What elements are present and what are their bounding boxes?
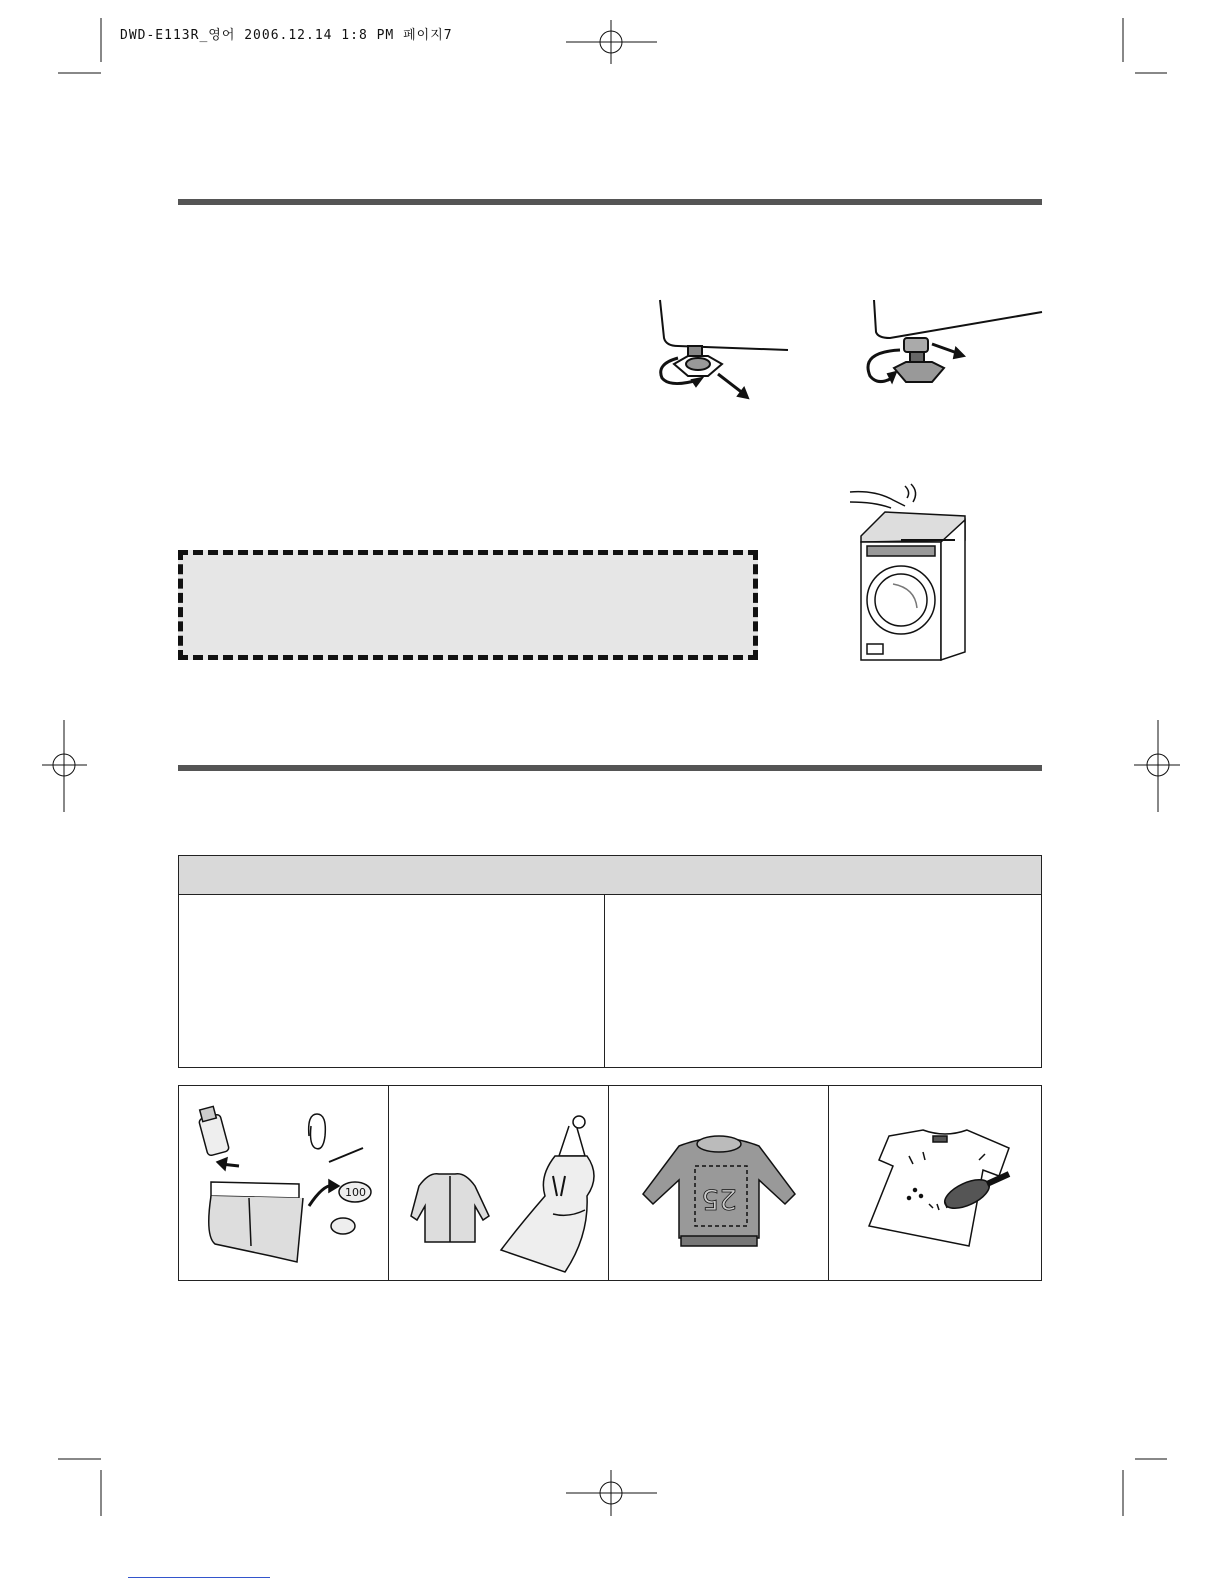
leg-adjust-left-icon: [648, 298, 808, 408]
illustration-cell: [389, 1086, 609, 1280]
empty-pockets-icon: [179, 1086, 387, 1280]
note-box: [178, 550, 758, 660]
illustration-cell: [609, 1086, 829, 1280]
table-header: [178, 855, 1042, 895]
table-body: [178, 894, 1042, 1068]
table-divider: [604, 894, 605, 1068]
illustration-cell: [179, 1086, 389, 1280]
brush-off-dirt-icon: [829, 1086, 1041, 1280]
turn-inside-out-icon: [609, 1086, 827, 1280]
coin-label: 100: [345, 1186, 366, 1199]
section-rule-leveling: [178, 199, 1042, 205]
bottom-link-underline: [128, 1577, 270, 1578]
illustration-cell: [829, 1086, 1041, 1280]
washer-rock-test-icon: [845, 480, 980, 675]
leg-adjust-right-icon: [860, 298, 1050, 398]
sweater-number: 25: [701, 1183, 737, 1216]
print-slug-line: DWD-E113R_영어 2006.12.14 1:8 PM 페이지7: [120, 28, 453, 43]
section-rule-before-washing: [178, 765, 1042, 771]
close-zippers-icon: [389, 1086, 607, 1280]
preparation-illustration-row: [178, 1085, 1042, 1281]
